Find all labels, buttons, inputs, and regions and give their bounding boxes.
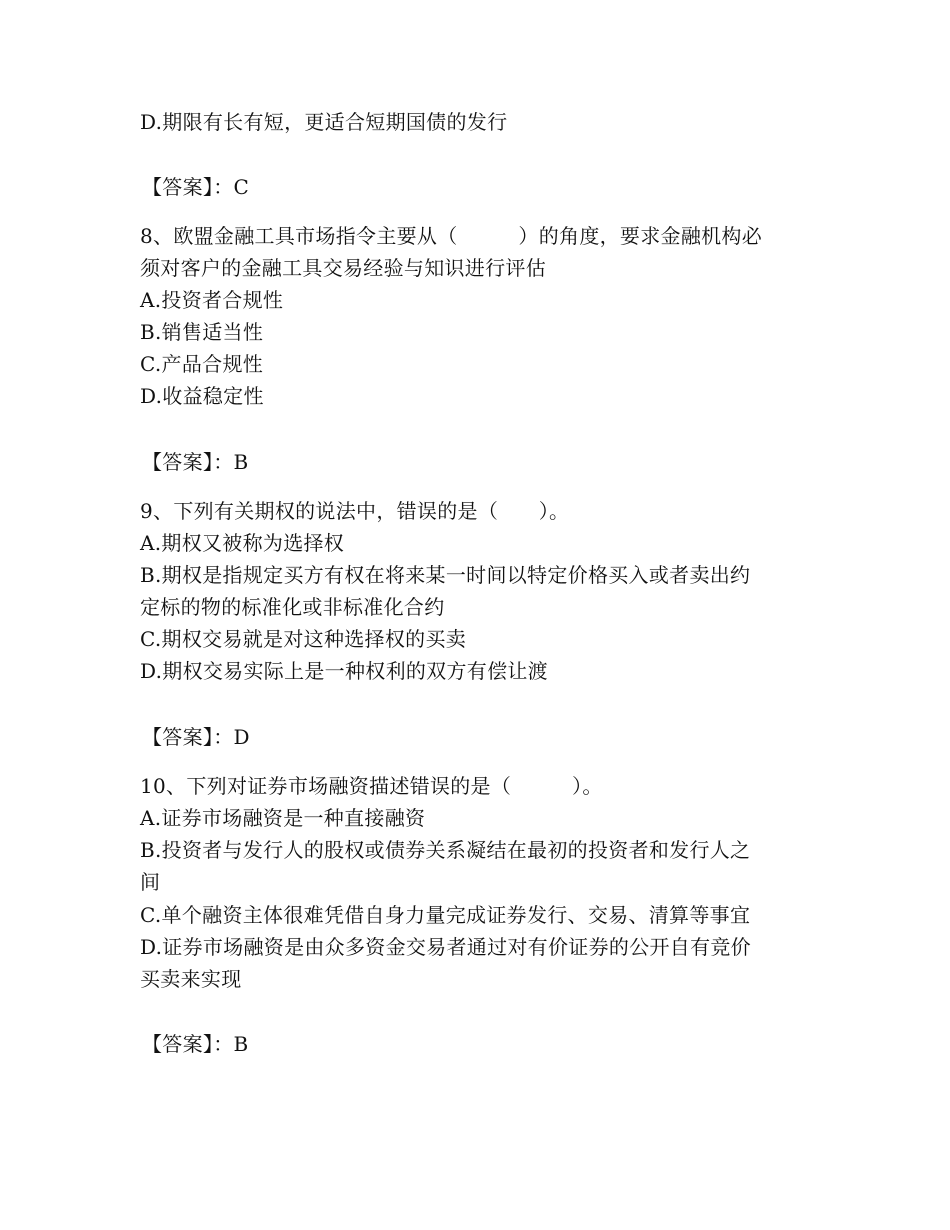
q10-option-a: A.证券市场融资是一种直接融资: [140, 806, 426, 830]
q8-answer: 【答案】：B: [142, 450, 249, 474]
q10-stem-line1: 10、下列对证券市场融资描述错误的是（ ）。: [140, 774, 603, 798]
q8-option-a: A.投资者合规性: [140, 288, 284, 312]
q9-option-d: D.期权交易实际上是一种权利的双方有偿让渡: [140, 659, 548, 683]
q9-option-b-line1: B.期权是指规定买方有权在将来某一时间以特定价格买入或者卖出约: [140, 563, 751, 587]
q9-stem-line1: 9、下列有关期权的说法中，错误的是（ ）。: [140, 499, 570, 523]
q8-option-c: C.产品合规性: [140, 352, 264, 376]
q9-option-a: A.期权又被称为选择权: [140, 531, 345, 555]
q10-answer: 【答案】：B: [142, 1032, 249, 1056]
q9-option-b-line2: 定标的物的标准化或非标准化合约: [140, 595, 445, 619]
q10-option-d-line1: D.证券市场融资是由众多资金交易者通过对有价证券的公开自有竞价: [140, 935, 751, 959]
q9-option-c: C.期权交易就是对这种选择权的买卖: [140, 627, 467, 651]
q8-option-b: B.销售适当性: [140, 320, 264, 344]
prev-answer: 【答案】：C: [142, 175, 250, 199]
prev-option-d: D.期限有长有短，更适合短期国债的发行: [140, 110, 508, 134]
q10-option-b-line2: 间: [140, 870, 161, 894]
q8-stem-line2: 须对客户的金融工具交易经验与知识进行评估: [140, 256, 546, 280]
q10-option-d-line2: 买卖来实现: [140, 967, 242, 991]
q8-option-d: D.收益稳定性: [140, 384, 264, 408]
q9-answer: 【答案】：D: [142, 725, 250, 749]
q10-option-c: C.单个融资主体很难凭借自身力量完成证券发行、交易、清算等事宜: [140, 903, 751, 927]
q8-stem-line1: 8、欧盟金融工具市场指令主要从（ ）的角度，要求金融机构必: [140, 224, 763, 248]
q10-option-b-line1: B.投资者与发行人的股权或债券关系凝结在最初的投资者和发行人之: [140, 838, 751, 862]
